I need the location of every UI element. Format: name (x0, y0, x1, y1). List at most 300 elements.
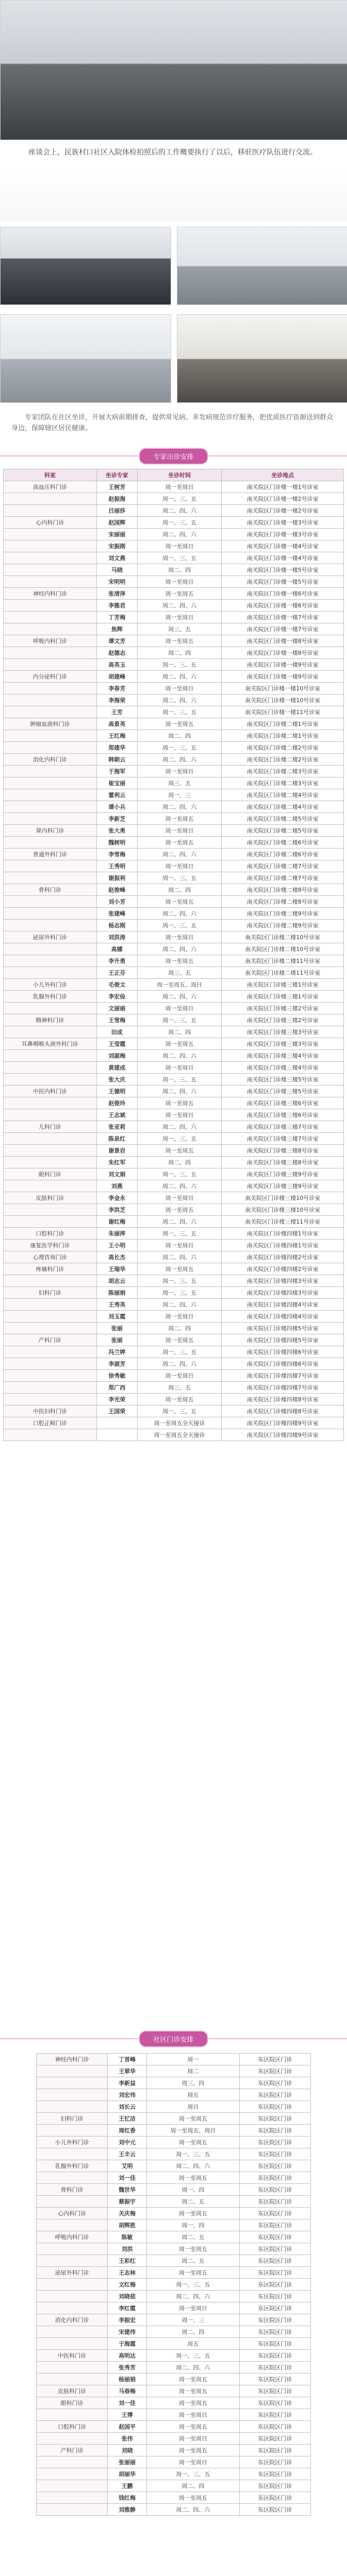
time-cell: 周一至周日 (146, 2456, 239, 2468)
table-row (37, 2243, 311, 2255)
time-cell: 周一至周日 (137, 931, 222, 943)
doctor-cell: 高景英 (96, 718, 137, 730)
department-cell (4, 1382, 97, 1394)
table-row (4, 529, 344, 540)
location-cell: 南关院区门诊楼一楼8号诊室 (222, 647, 344, 659)
doctor-cell: 胡建峰 (96, 671, 137, 683)
time-cell: 周二、五 (146, 2255, 239, 2267)
table-row (37, 2302, 311, 2314)
department-cell: 耳鼻咽喉头颈外科门诊 (4, 1038, 97, 1050)
location-cell: 南关院区门诊楼二楼2号诊室 (222, 754, 344, 766)
time-cell: 周一至周五 (137, 837, 222, 849)
table-row (4, 1251, 344, 1263)
department-cell (4, 789, 97, 801)
table-row (37, 2279, 311, 2291)
department-cell: 消化内科门诊 (37, 2314, 108, 2326)
time-cell: 周二、四、六 (146, 2160, 239, 2172)
consult-photo-3 (0, 314, 171, 403)
department-cell (4, 1323, 97, 1334)
location-cell: 南关院区门诊楼三楼6号诊室 (222, 1097, 344, 1109)
location-cell: 南关院区门诊楼三楼3号诊室 (222, 1026, 344, 1038)
time-cell: 周一至周五 (137, 718, 222, 730)
location-cell: 东区院区门诊 (239, 2314, 310, 2326)
department-cell (37, 2456, 108, 2468)
location-cell: 南关院区门诊楼一楼6号诊室 (222, 588, 344, 600)
location-cell: 南关院区门诊楼一楼11号诊室 (222, 706, 344, 718)
table-row (4, 872, 344, 884)
location-cell: 南关院区门诊楼四楼5号诊室 (222, 1334, 344, 1346)
table-row (37, 2480, 311, 2492)
time-cell: 周一、三、五 (137, 1168, 222, 1180)
table-row (4, 1394, 344, 1405)
doctor-cell: 刘洪 (108, 2243, 147, 2255)
table-row (37, 2125, 311, 2137)
table-row (37, 2219, 311, 2231)
location-cell: 南关院区门诊楼一楼10号诊室 (222, 683, 344, 694)
doctor-cell: 陈敏 (108, 2231, 147, 2243)
table-row (4, 1003, 344, 1014)
location-cell: 南关院区门诊楼三楼1号诊室 (222, 979, 344, 991)
doctor-cell: 李雪梅 (96, 849, 137, 860)
doctor-cell: 宋振刚 (96, 540, 137, 552)
table-row (37, 2445, 311, 2456)
department-cell (4, 920, 97, 931)
location-cell: 南关院区门诊楼一楼4号诊室 (222, 552, 344, 564)
time-cell: 周二 (146, 2065, 239, 2077)
doctor-cell: 冯兰婷 (96, 1346, 137, 1358)
location-cell: 南关院区门诊楼三楼3号诊室 (222, 1038, 344, 1050)
location-cell: 南关院区门诊楼四楼5号诊室 (222, 1323, 344, 1334)
department-cell (37, 2101, 108, 2113)
community-schedule-table (36, 2053, 311, 2516)
time-cell: 周一至周五 (146, 2374, 239, 2385)
department-cell: 妇科门诊 (4, 1287, 97, 1299)
time-cell: 周一至周日 (137, 612, 222, 623)
location-cell: 东区院区门诊 (239, 2362, 310, 2374)
time-cell: 周一、三 (146, 2314, 239, 2326)
location-cell: 南关院区门诊楼四楼1号诊室 (222, 1240, 344, 1251)
doctor-cell: 王博 (108, 2409, 147, 2421)
department-cell (4, 1026, 97, 1038)
location-cell: 南关院区门诊楼四楼8号诊室 (222, 1394, 344, 1405)
department-cell (4, 1346, 97, 1358)
department-cell (4, 1429, 97, 1441)
table-row (37, 2421, 311, 2433)
time-cell: 周一、三、五 (137, 920, 222, 931)
time-cell: 周一至周五、周日 (137, 979, 222, 991)
location-cell: 南关院区门诊楼二楼1号诊室 (222, 718, 344, 730)
column-header: 科室 (4, 469, 97, 481)
time-cell: 周三、四 (146, 2077, 239, 2089)
location-cell: 东区院区门诊 (239, 2148, 310, 2160)
time-cell: 周一至周五 (146, 2172, 239, 2184)
doctor-cell: 丁晋峰 (108, 2054, 147, 2065)
department-cell: 肿瘤血液科门诊 (4, 718, 97, 730)
table-row (37, 2350, 311, 2362)
department-cell (4, 612, 97, 623)
time-cell: 周二、四、六 (146, 2504, 239, 2516)
doctor-cell (96, 1429, 137, 1441)
table-row (4, 1382, 344, 1394)
table-row (4, 920, 344, 931)
time-cell: 周一至周日 (137, 1003, 222, 1014)
location-cell: 南关院区门诊楼三楼5号诊室 (222, 1074, 344, 1086)
location-cell: 东区院区门诊 (239, 2208, 310, 2219)
time-cell: 周二、四 (146, 2326, 239, 2338)
department-cell (4, 1204, 97, 1216)
department-cell: 口腔正畸门诊 (4, 1417, 97, 1429)
location-cell: 南关院区门诊楼二楼10号诊室 (222, 943, 344, 955)
department-cell (4, 1275, 97, 1287)
location-cell: 南关院区门诊楼四楼2号诊室 (222, 1263, 344, 1275)
time-cell: 周三、五 (137, 967, 222, 979)
location-cell: 南关院区门诊楼二楼3号诊室 (222, 777, 344, 789)
doctor-cell: 刘淑梅 (96, 1050, 137, 1062)
department-cell (37, 2433, 108, 2445)
column-header: 坐诊专家 (96, 469, 137, 481)
table-row (4, 777, 344, 789)
time-cell: 周二、四、六 (137, 600, 222, 612)
department-cell: 眼科门诊 (37, 2397, 108, 2409)
doctor-cell: 谢景岩 (96, 1145, 137, 1157)
time-cell: 周二、四 (137, 730, 222, 742)
department-cell (4, 1145, 97, 1157)
location-cell: 南关院区门诊楼三楼11号诊室 (222, 1216, 344, 1228)
time-cell: 周三、五 (137, 623, 222, 635)
table-row (4, 1050, 344, 1062)
location-cell: 东区院区门诊 (239, 2243, 310, 2255)
table-row (4, 612, 344, 623)
time-cell: 周二、四、六 (137, 529, 222, 540)
table-row (4, 1109, 344, 1121)
doctor-cell: 王莹霞 (96, 1038, 137, 1050)
doctor-cell: 刘洪涛 (96, 931, 137, 943)
table-row (4, 1157, 344, 1168)
doctor-cell: 王翠华 (108, 2065, 147, 2077)
doctor-cell: 王丰云 (108, 2148, 147, 2160)
department-cell (4, 1394, 97, 1405)
time-cell: 周二、四、六 (137, 1216, 222, 1228)
department-cell (4, 872, 97, 884)
table-row (4, 955, 344, 967)
table-row (37, 2409, 311, 2421)
time-cell: 周一、三、五 (137, 1346, 222, 1358)
doctor-cell: 于海军 (96, 766, 137, 777)
location-cell: 东区院区门诊 (239, 2196, 310, 2208)
table-row (4, 1299, 344, 1311)
table-row (4, 1287, 344, 1299)
doctor-cell: 陈丽娟 (96, 1287, 137, 1299)
time-cell: 周一、四 (146, 2219, 239, 2231)
department-cell (37, 2374, 108, 2385)
table-row (4, 481, 344, 493)
department-cell (4, 1097, 97, 1109)
location-cell: 东区院区门诊 (239, 2054, 310, 2065)
time-cell: 周一、三、五 (137, 517, 222, 529)
department-cell: 疼痛科门诊 (4, 1263, 97, 1275)
time-cell: 周一至周五 (146, 2492, 239, 2504)
table-row (4, 754, 344, 766)
department-cell: 骨科门诊 (37, 2184, 108, 2196)
table-row (4, 1346, 344, 1358)
department-cell (4, 955, 97, 967)
table-row (4, 1204, 344, 1216)
time-cell: 周一至周日 (137, 1240, 222, 1251)
table-row (4, 943, 344, 955)
time-cell: 周一至周五全天接诊 (137, 1417, 222, 1429)
time-cell: 周一、三、五 (146, 2468, 239, 2480)
doctor-cell: 王志林 (108, 2267, 147, 2279)
doctor-cell: 王小明 (96, 1240, 137, 1251)
doctor-cell: 王树芳 (96, 481, 137, 493)
department-cell (37, 2326, 108, 2338)
department-cell: 口腔科门诊 (4, 1228, 97, 1240)
location-cell: 南关院区门诊楼四楼3号诊室 (222, 1275, 344, 1287)
location-cell: 南关院区门诊楼一楼9号诊室 (222, 671, 344, 683)
table-row (37, 2362, 311, 2374)
table-row (37, 2208, 311, 2219)
location-cell: 东区院区门诊 (239, 2445, 310, 2456)
doctor-cell: 魏世华 (108, 2184, 147, 2196)
time-cell: 周二、四、六 (137, 1251, 222, 1263)
department-cell (37, 2492, 108, 2504)
table-row (4, 1168, 344, 1180)
table-row (4, 505, 344, 517)
location-cell: 东区院区门诊 (239, 2279, 310, 2291)
table-row (4, 837, 344, 849)
location-cell: 南关院区门诊楼四楼9号诊室 (222, 1417, 344, 1429)
section-title: 专家出诊安排 (139, 448, 208, 465)
time-cell: 周一、四 (146, 2184, 239, 2196)
location-cell: 南关院区门诊楼一楼4号诊室 (222, 540, 344, 552)
section-header (0, 447, 347, 465)
consult-photo-1 (0, 227, 171, 305)
table-row (4, 517, 344, 529)
time-cell: 周一、三、五 (137, 1133, 222, 1145)
time-cell: 周一至周五 (146, 2137, 239, 2148)
department-cell (4, 576, 97, 588)
time-cell: 周一至周日 (146, 2409, 239, 2421)
department-cell: 乳腺外科门诊 (37, 2160, 108, 2172)
department-cell (37, 2148, 108, 2160)
department-cell (4, 683, 97, 694)
doctor-cell: 徐秀敏 (96, 1370, 137, 1382)
table-row (4, 1145, 344, 1157)
doctor-cell: 郑广西 (96, 1382, 137, 1394)
location-cell: 南关院区门诊楼二楼7号诊室 (222, 872, 344, 884)
table-row (37, 2374, 311, 2385)
table-row (4, 718, 344, 730)
location-cell: 东区院区门诊 (239, 2338, 310, 2350)
department-cell: 精神科门诊 (4, 1014, 97, 1026)
time-cell: 周一至周五 (146, 2385, 239, 2397)
column-header: 坐诊地点 (222, 469, 344, 481)
table-row (37, 2456, 311, 2468)
table-row (4, 908, 344, 920)
doctor-cell: 刘小芳 (96, 896, 137, 908)
table-row (37, 2433, 311, 2445)
time-cell: 周一至周五 (137, 1097, 222, 1109)
department-cell (4, 493, 97, 505)
department-cell: 小儿外科门诊 (4, 979, 97, 991)
doctor-cell: 钱红梅 (108, 2492, 147, 2504)
doctor-cell: 李雅君 (96, 600, 137, 612)
doctor-cell: 李光荣 (96, 1394, 137, 1405)
location-cell: 南关院区门诊楼四楼3号诊室 (222, 1287, 344, 1299)
department-cell (37, 2338, 108, 2350)
doctor-cell: 黄建成 (96, 1062, 137, 1074)
time-cell: 周二、四、六 (137, 694, 222, 706)
doctor-cell: 李新芝 (96, 813, 137, 825)
doctor-cell: 文红梅 (108, 2279, 147, 2291)
doctor-cell: 李海荣 (96, 694, 137, 706)
time-cell: 周一至周五 (137, 635, 222, 647)
table-row (4, 1133, 344, 1145)
location-cell: 南关院区门诊楼三楼10号诊室 (222, 1192, 344, 1204)
location-cell: 南关院区门诊楼二楼11号诊室 (222, 955, 344, 967)
doctor-cell: 高长杰 (96, 1251, 137, 1263)
location-cell: 东区院区门诊 (239, 2409, 310, 2421)
table-row (4, 552, 344, 564)
department-cell: 普通外科门诊 (4, 849, 97, 860)
doctor-cell: 赵俊玲 (96, 1097, 137, 1109)
doctor-cell: 刘宏伟 (108, 2089, 147, 2101)
department-cell (4, 766, 97, 777)
location-cell: 南关院区门诊楼一楼2号诊室 (222, 493, 344, 505)
location-cell: 东区院区门诊 (239, 2113, 310, 2125)
doctor-cell: 胡志云 (96, 1275, 137, 1287)
doctor-cell: 杨丽娟 (108, 2374, 147, 2385)
doctor-cell: 张丽 (96, 1334, 137, 1346)
doctor-cell: 刘玉霞 (96, 1311, 137, 1323)
time-cell: 周五 (146, 2338, 239, 2350)
doctor-cell: 王雪梅 (96, 1014, 137, 1026)
doctor-cell: 胡辉胜 (108, 2219, 147, 2231)
doctor-cell: 王芳 (96, 706, 137, 718)
location-cell: 东区院区门诊 (239, 2089, 310, 2101)
location-cell: 南关院区门诊楼三楼4号诊室 (222, 1062, 344, 1074)
time-cell: 周一、三、五 (137, 552, 222, 564)
location-cell: 东区院区门诊 (239, 2385, 310, 2397)
location-cell: 南关院区门诊楼三楼7号诊室 (222, 1133, 344, 1145)
time-cell: 周一至周五 (137, 896, 222, 908)
photo-spacer (0, 170, 347, 222)
doctor-cell: 于海霞 (108, 2338, 147, 2350)
table-row (4, 979, 344, 991)
table-row (4, 1192, 344, 1204)
department-cell (4, 908, 97, 920)
time-cell: 周一至周日 (137, 766, 222, 777)
table-row (4, 694, 344, 706)
doctor-cell: 李宏俭 (96, 991, 137, 1003)
location-cell: 南关院区门诊楼二楼4号诊室 (222, 789, 344, 801)
department-cell: 妇科门诊 (37, 2113, 108, 2125)
time-cell: 周一至周五 (137, 1263, 222, 1275)
department-cell (37, 2279, 108, 2291)
doctor-cell: 王彩红 (108, 2255, 147, 2267)
time-cell: 周一、三、五 (146, 2350, 239, 2362)
time-cell: 周二、四 (146, 2480, 239, 2492)
department-cell: 皮肤科门诊 (4, 1192, 97, 1204)
doctor-cell: 李振宏 (108, 2314, 147, 2326)
location-cell: 南关院区门诊楼一楼1号诊室 (222, 481, 344, 493)
location-cell: 南关院区门诊楼三楼2号诊室 (222, 1003, 344, 1014)
doctor-cell: 赵德志 (96, 647, 137, 659)
location-cell: 东区院区门诊 (239, 2504, 310, 2516)
expert-schedule-table (3, 469, 344, 1441)
table-row (37, 2184, 311, 2196)
location-cell: 南关院区门诊楼一楼7号诊室 (222, 623, 344, 635)
doctor-cell: 李升勇 (96, 955, 137, 967)
department-cell (4, 837, 97, 849)
department-cell (37, 2291, 108, 2302)
time-cell: 周一至周日 (137, 1311, 222, 1323)
time-cell: 周一至周日 (137, 1062, 222, 1074)
time-cell: 周一至周五 (146, 2397, 239, 2409)
location-cell: 南关院区门诊楼三楼5号诊室 (222, 1086, 344, 1097)
time-cell: 周一至周五 (137, 1204, 222, 1216)
doctor-cell: 宋明明 (96, 576, 137, 588)
location-cell: 南关院区门诊楼一楼3号诊室 (222, 517, 344, 529)
doctor-cell: 焦辉 (96, 623, 137, 635)
time-cell: 周三、五 (137, 777, 222, 789)
doctor-cell: 周红香 (108, 2125, 147, 2137)
time-cell: 周一、三、五 (137, 1275, 222, 1287)
location-cell: 南关院区门诊楼二楼9号诊室 (222, 920, 344, 931)
section-header (0, 2030, 347, 2047)
department-cell: 心内科门诊 (37, 2208, 108, 2219)
doctor-cell: 王正芬 (96, 967, 137, 979)
department-cell (4, 1003, 97, 1014)
time-cell: 周一、三、五 (137, 872, 222, 884)
time-cell: 周一至周日 (137, 1192, 222, 1204)
time-cell: 周一至周五 (137, 955, 222, 967)
department-cell (4, 1370, 97, 1382)
time-cell: 周二、四、六 (137, 671, 222, 683)
table-row (4, 659, 344, 671)
table-row (4, 884, 344, 896)
time-cell: 周二、四、六 (137, 849, 222, 860)
department-cell (4, 552, 97, 564)
doctor-cell: 李金永 (96, 1192, 137, 1204)
time-cell: 周二、四、六 (146, 2291, 239, 2302)
table-row (4, 1121, 344, 1133)
table-row (4, 1097, 344, 1109)
location-cell: 南关院区门诊楼三楼7号诊室 (222, 1121, 344, 1133)
table-row (4, 706, 344, 718)
department-cell (4, 540, 97, 552)
location-cell: 南关院区门诊楼一楼7号诊室 (222, 612, 344, 623)
doctor-cell: 王瑞华 (96, 1263, 137, 1275)
doctor-cell: 刘雅静 (108, 2504, 147, 2516)
location-cell: 东区院区门诊 (239, 2480, 310, 2492)
table-row (4, 671, 344, 683)
doctor-cell: 刘晓 (108, 2445, 147, 2456)
doctor-cell: 李春芳 (96, 683, 137, 694)
department-cell: 高血压科门诊 (4, 481, 97, 493)
department-cell (4, 801, 97, 813)
time-cell: 周二、四、六 (146, 2362, 239, 2374)
doctor-cell: 宋建伟 (108, 2326, 147, 2338)
department-cell (4, 813, 97, 825)
time-cell: 周二、四 (137, 1323, 222, 1334)
table-row (4, 896, 344, 908)
table-row (4, 1240, 344, 1251)
time-cell: 周二、五 (146, 2196, 239, 2208)
doctor-cell: 谭文芳 (96, 635, 137, 647)
department-cell (4, 1311, 97, 1323)
doctor-cell: 赵俊峰 (96, 884, 137, 896)
